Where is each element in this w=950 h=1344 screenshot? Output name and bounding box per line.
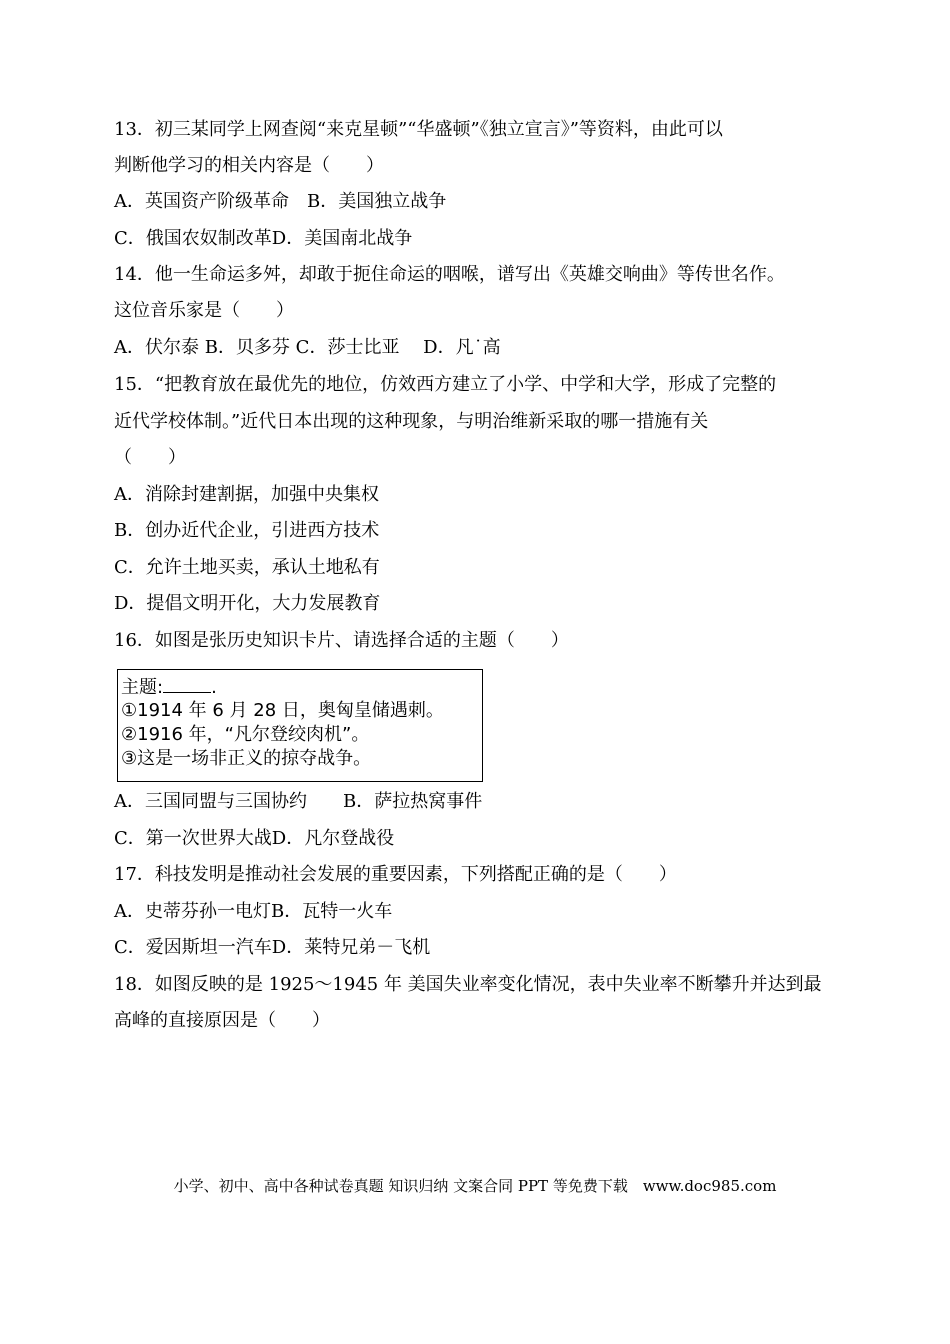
q17-options-line-2: C．爱因斯坦一汽车D．莱特兄弟－飞机 <box>114 937 431 958</box>
q15-options-line-1: A．消除封建割据，加强中央集权 <box>114 484 379 505</box>
q15-options-line-4: D．提倡文明开化，大力发展教育 <box>114 593 381 614</box>
q14-stem-line-2: 这位音乐家是（ ） <box>114 300 294 321</box>
q17-stem-line-1: 17．科技发明是推动社会发展的重要因素，下列搭配正确的是（ ） <box>114 864 677 885</box>
q16-options-line-2: C．第一次世界大战D．凡尔登战役 <box>114 828 395 849</box>
q18-stem-line-1: 18．如图反映的是 1925～1945 年 美国失业率变化情况，表中失业率不断攀升并达到最 <box>114 974 822 995</box>
q18-stem-line-2: 高峰的直接原因是（ ） <box>114 1010 330 1031</box>
card-topic-line <box>121 674 217 700</box>
q15-stem-line-1: 15．“把教育放在最优先的地位，仿效西方建立了小学、中学和大学，形成了完整的 <box>114 374 777 395</box>
q14-stem-line-1: 14．他一生命运多舛，却敢于扼住命运的咽喉，谱写出《英雄交响曲》等传世名作。 <box>114 264 785 285</box>
q13-options-line-1: A．英国资产阶级革命 B．美国独立战争 <box>114 191 447 212</box>
q15-options-line-3: C．允许土地买卖，承认土地私有 <box>114 557 380 578</box>
q16-stem-line-1: 16．如图是张历史知识卡片、请选择合适的主题（ ） <box>114 630 569 651</box>
card-line-2: ②1916 年，“凡尔登绞肉机”。 <box>121 724 370 745</box>
card-topic-blank <box>163 674 211 693</box>
q14-options-line-1: A．伏尔泰 B．贝多芬 C．莎士比亚 D．凡˙高 <box>114 337 501 358</box>
q15-stem-line-3: （ ） <box>114 447 186 468</box>
q13-stem-line-2: 判断他学习的相关内容是（ ） <box>114 155 384 176</box>
q13-stem-line-1: 13．初三某同学上网查阅“来克星顿”“华盛顿”《独立宣言》”等资料，由此可以 <box>114 119 723 140</box>
card-line-3: ③这是一场非正义的掠夺战争。 <box>121 748 372 769</box>
card-line-1: ①1914 年 6 月 28 日，奥匈皇储遇刺。 <box>121 700 444 721</box>
card-topic-end: . <box>211 677 217 698</box>
q13-options-line-2: C．俄国农奴制改革D．美国南北战争 <box>114 228 413 249</box>
q16-options-line-1: A．三国同盟与三国协约 B．萨拉热窝事件 <box>114 791 483 812</box>
history-knowledge-card <box>117 669 483 782</box>
page-footer: 小学、初中、高中各种试卷真题 知识归纳 文案合同 PPT 等免费下载 www.doc985.com <box>173 1177 777 1195</box>
q15-options-line-2: B．创办近代企业，引进西方技术 <box>114 520 380 541</box>
card-topic-label: 主题: <box>121 677 164 698</box>
q17-options-line-1: A．史蒂芬孙一电灯B．瓦特一火车 <box>114 901 393 922</box>
q15-stem-line-2: 近代学校体制。”近代日本出现的这种现象，与明治维新采取的哪一措施有关 <box>114 411 709 432</box>
